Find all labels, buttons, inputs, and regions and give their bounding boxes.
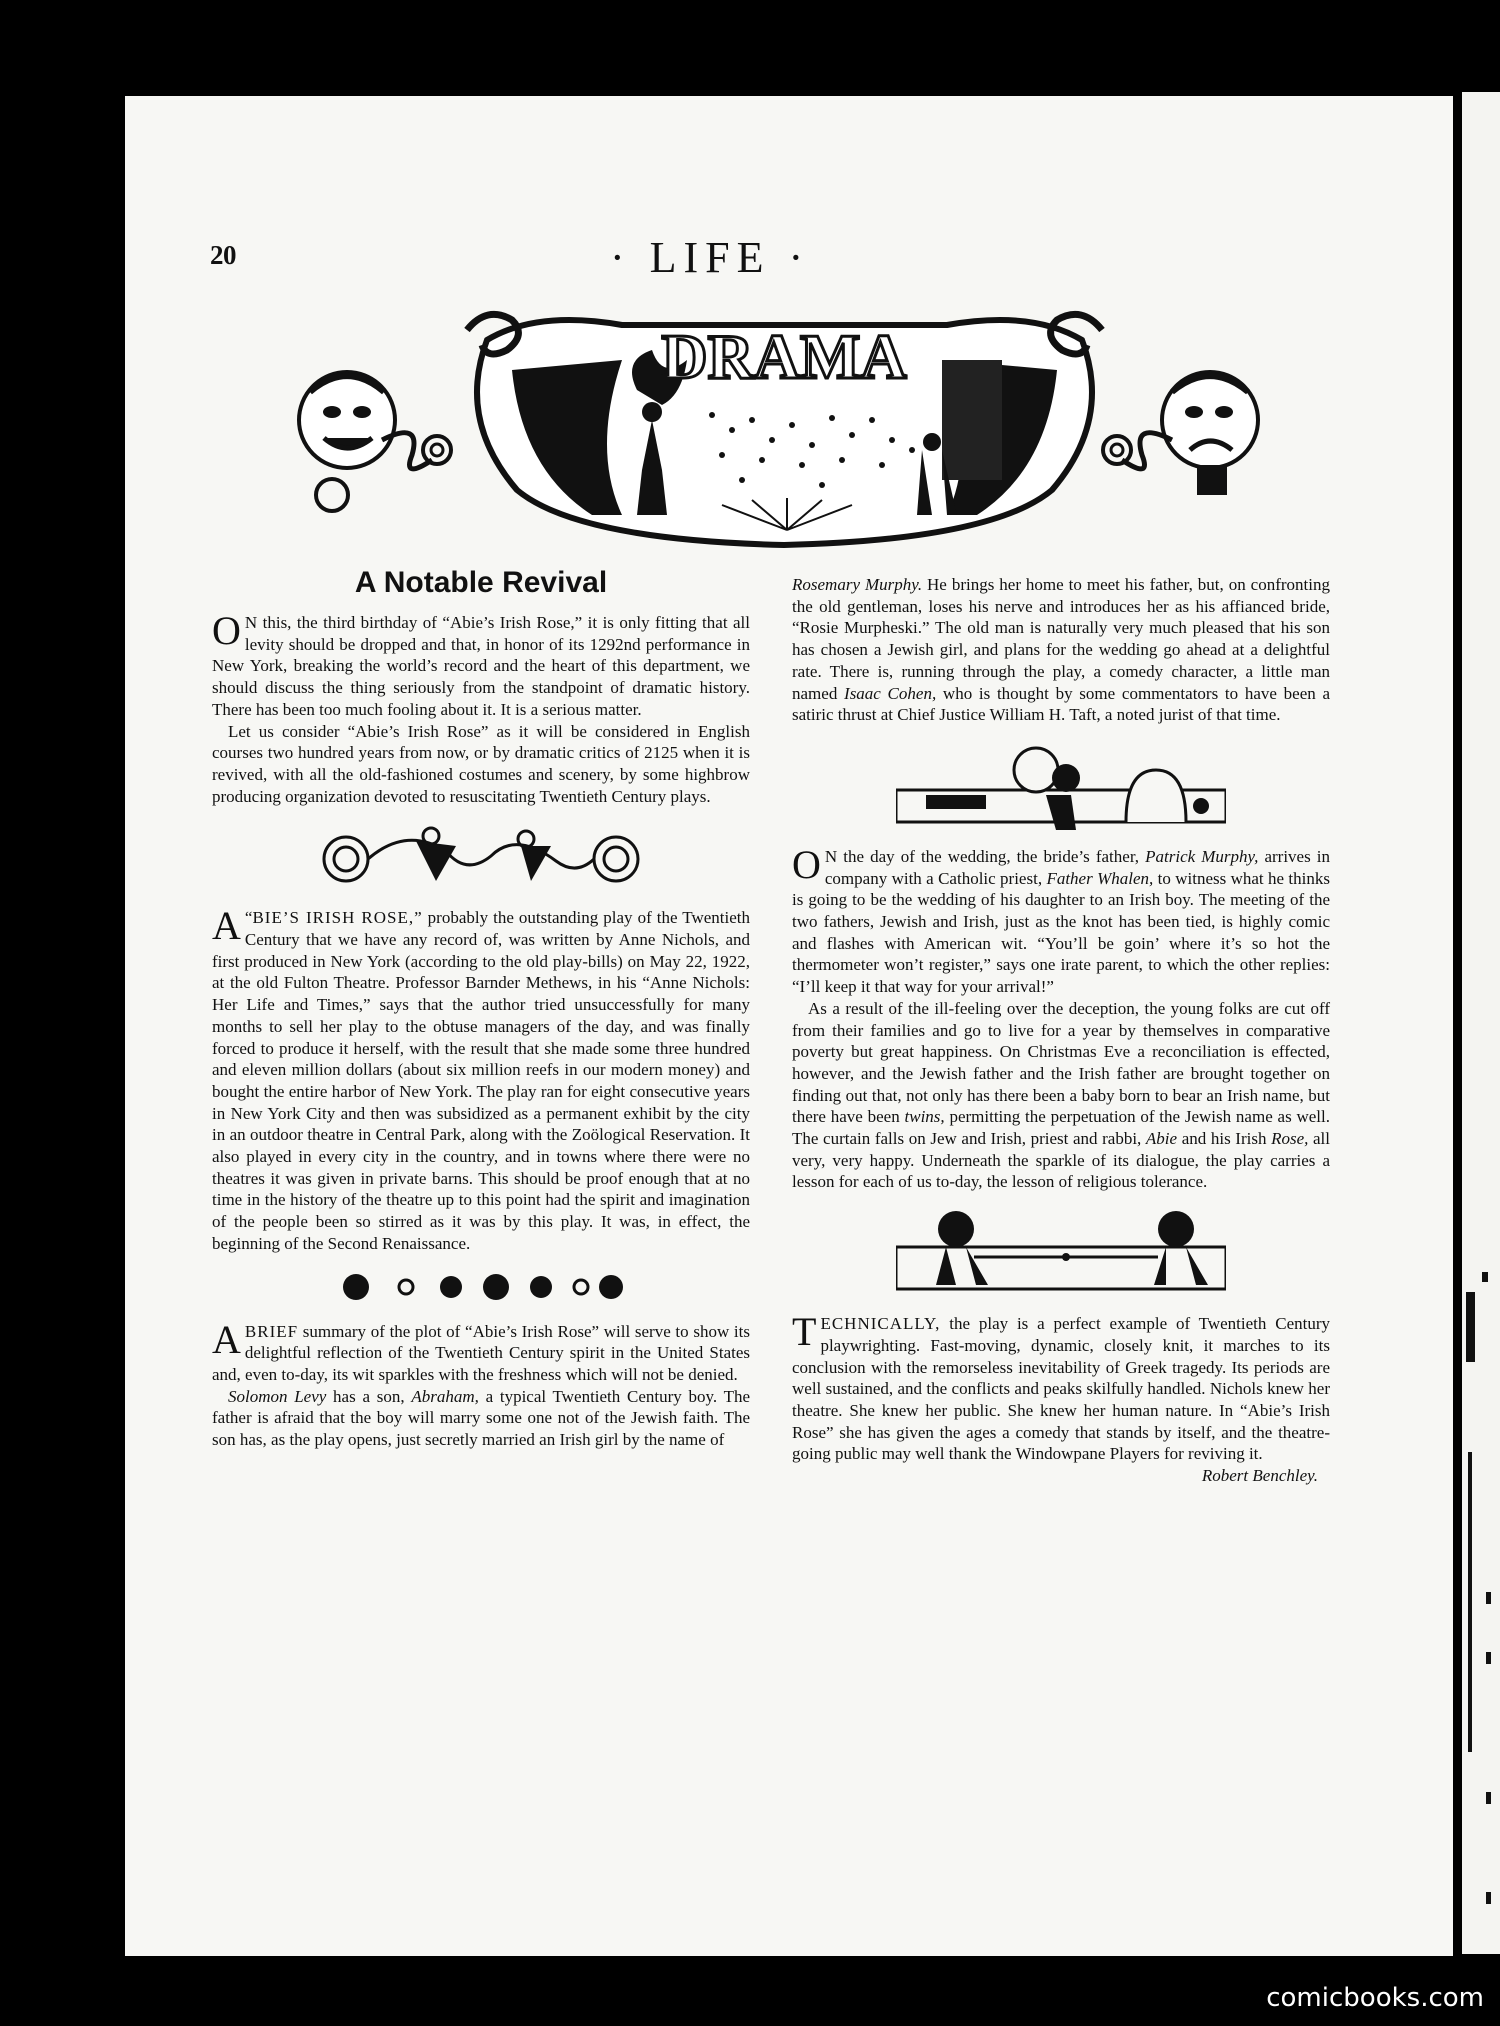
wedding-couple-ornament-icon [896,740,1226,830]
drop-cap: O [792,841,821,887]
paragraph-text: N this, the third birthday of “Abie’s Irish Rose,” it is only fitting that all levity should be dropped and that, in honor of its 1292nd performance in New York, breaking the world’s record and the heart of this department, we should discuss the thing seriously from the standpoint of dramatic history. There has been too much fooling about it. It is a serious matter. [212,613,750,719]
paragraph-4 [212,1316,750,1386]
paragraph-text: the play is a perfect example of Twentieth Century playwrighting. Fast-moving, dynamic, closely knit, it marches to its conclusion with the remorseless inevitability of Greek tragedy. Its periods are well sustained, and the conflicts and peaks skilfully handled. Nichols knew her theatre. She knew her public. She knew her human nature. In “Abie’s Irish Rose” she has given the ages a comedy that stands by itself, and the theatre-going public may well thank the Windowpane Players for reviving it. [792,1314,1330,1464]
lead-in: BRIEF [244,1321,299,1341]
lead-in: ECHNICALLY, [820,1314,941,1334]
character-name: Rose, [1271,1129,1309,1149]
paragraph-7 [792,998,1330,1193]
paragraph-6 [792,841,1330,998]
next-page-edge [1462,92,1500,1954]
paragraph-text: who is thought by some commentators to have been a satiric thrust at Chief Justice William H. Taft, a noted jurist of that time. [792,683,1330,725]
lead-in: BIE’S IRISH ROSE,” [252,908,423,928]
tragedy-mask-icon [1103,372,1258,495]
paragraph-5-start [212,1386,750,1451]
watermark: comicbooks.com [1200,1980,1490,2016]
character-name: Father Whalen, [1046,868,1154,888]
character-name: Rosemary Murphy. [792,575,923,594]
article-title: A Notable Revival [354,566,608,599]
scroll-ornament-icon [316,821,646,891]
paragraph-text: summary of the plot of “Abie’s Irish Rose” will serve to show its delightful reflection of the Twentieth Century spirit in the United States and, even to-day, its wit sparkles with the freshness which will not be denied. [212,1321,750,1384]
character-name: Patrick Murphy, [1145,846,1259,866]
drama-title: DRAMA [661,321,907,392]
paragraph-5-continued [792,574,1330,726]
paragraph-2: Let us consider “Abie’s Irish Rose” as it will be considered in English courses two hundred years from now, or by dramatic critics of 2125 when it is revived, with all the old-fashioned costumes and scenery, by some highbrow producing organization devoted to resuscitating Twentieth Century plays. [212,721,750,806]
character-name: Abraham, [411,1386,479,1406]
paragraph-text: a typical Twentieth Century boy. The father is afraid that the boy will marry some one not of the Jewish faith. The son has, as the play opens, just secretly married an Irish girl by the name of [212,1386,751,1450]
character-name: Isaac Cohen, [844,683,937,703]
page-number: 20 [210,240,236,270]
page-gutter [1453,92,1462,1954]
drop-cap: O [212,608,241,653]
drama-banner-icon [292,300,1277,555]
drop-cap: T [792,1309,817,1355]
drop-cap: A [212,903,241,949]
paragraph-text: to witness what he thinks is going to be the wedding of his daughter to an Irish boy. The meeting of the two fathers, Jewish and Irish, just as the knot has been tied, is highly comic and flashes with American wit. “You’ll be goin’ where it’s so hot the thermometer won’t register,” says one irate parent, to which the other replies: “I’ll keep it that way for your arrival!” [792,868,1330,997]
paragraph-text: permitting the perpetuation of the Jewish name as well. The curtain falls on Jew and Irish, priest and rabbi, [792,1107,1330,1149]
paragraph-text: arrives in company with a Catholic priest, [824,846,1330,888]
paragraph-3 [212,903,750,1254]
paragraph-text: has a son, [326,1386,412,1406]
emphasis: twins, [904,1107,945,1127]
open-quote: “ [244,908,253,928]
paragraph-1 [212,608,750,721]
left-column [212,566,750,1451]
paragraph-text: and his Irish [1177,1129,1272,1149]
character-name: Abie [1145,1129,1178,1149]
comedy-mask-icon [299,372,451,511]
paragraph-text: He brings her home to meet his father, but, on confronting the old gentleman, loses his nerve and introduces her as his affianced bride, “Rosie Murpheski.” The old man is naturally very much pleased that his son has chosen a Jewish girl, and plans for the wedding go ahead at a delightful rate. There is, running through the play, a comedy character, a little man named [792,575,1330,703]
character-name: Solomon Levy [228,1386,327,1406]
paragraph-text: all very, very happy. Underneath the sparkle of its dialogue, the play carries a lesson for each of us to-day, the lesson of religious tolerance. [792,1129,1330,1192]
masthead: · LIFE · [610,233,811,282]
paragraph-text: probably the outstanding play of the Twentieth Century that we have any record of, was written by Anne Nichols, and first produced in New York (according to the old play-bills) on May 22, 1922, at the old Fulton Theatre. Professor Barnder Methews, in his “Anne Nichols: Her Life and Times,” says that the author tried unsuccessfully for many months to sell her play to the obtuse managers of the day, and was finally forced to produce it herself, with the result that she made some three hundred and eleven million dollars (about six million reefs in our modern money) and bought the entire harbor of New York. The play ran for eight consecutive years in New York City and then was subsidized as a permanent exhibit by the city in an outdoor theatre in Central Park, along with the Zoölogical Reservation. It also played in every city in the country, and in towns where there were no theatres it was given in private barns. This should be proof enough that at no time in the history of the theatre up to this point had the spirit and imagination of the people been so stirred as it was by this play. It was, in effect, the beginning of the Second Renaissance. [212,908,750,1253]
paragraph-text: N the day of the wedding, the bride’s father, [824,846,1146,866]
dot-ornament-icon [336,1269,626,1305]
byline: Robert Benchley. [1201,1466,1318,1486]
drop-cap: A [212,1316,241,1362]
tug-of-war-ornament-icon [896,1207,1226,1297]
right-column [792,574,1330,1487]
paragraph-8 [792,1309,1330,1486]
paragraph-text: As a result of the ill-feeling over the deception, the young folks are cut off from their families and go to live for a year by themselves in comparative poverty but great happiness. On Christmas Eve a reconciliation is effected, however, and the Jewish father and the Irish father are brought together on finding out that, not only has there been a baby born to bear an Irish name, but there have been [792,998,1330,1127]
